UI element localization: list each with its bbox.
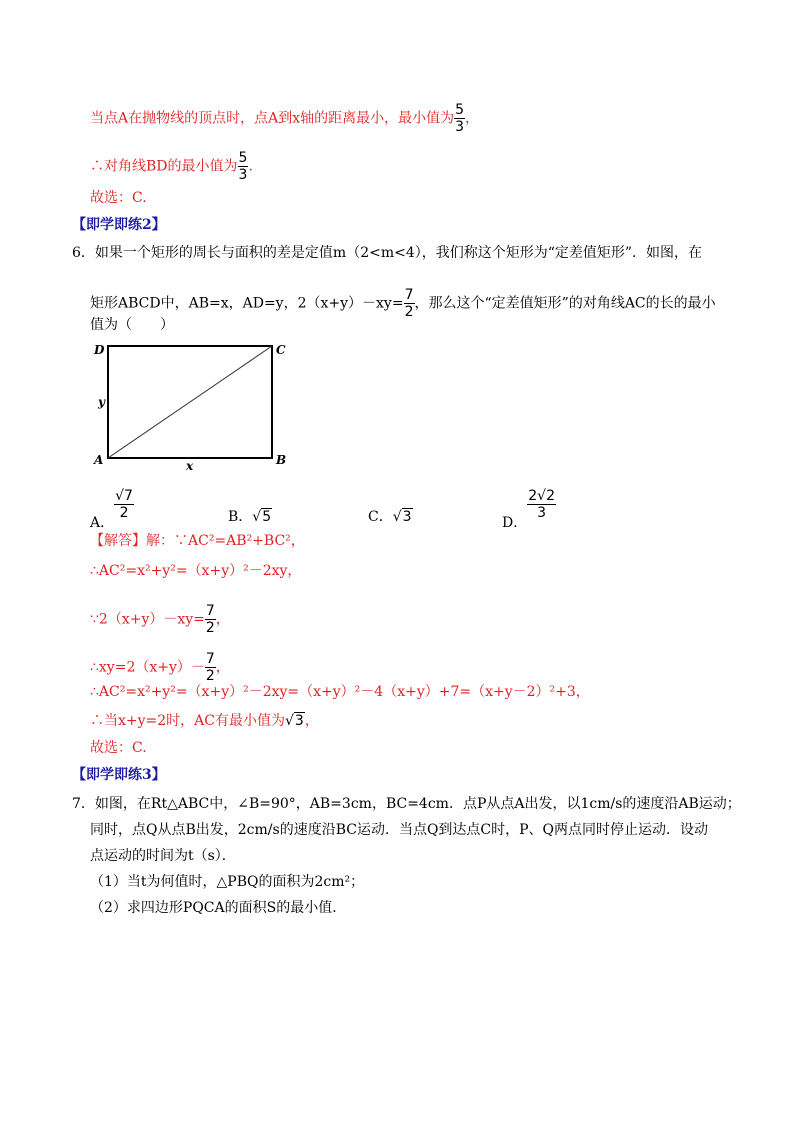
option-c[interactable]: C．√3 <box>368 509 412 525</box>
vertex-b-label: B <box>276 453 287 467</box>
sqrt: √3 <box>285 713 304 729</box>
solution-line-bd: ∴对角线BD的最小值为 $\frac{5}{3}$ . <box>90 150 253 183</box>
solution-line: ∴当x+y=2时，AC有最小值为√3， <box>90 713 319 729</box>
practice-heading: 【即学即练3】 <box>72 767 166 783</box>
option-a[interactable]: A． $\frac{√7}{2}$ <box>90 488 133 531</box>
fraction: $\frac{7}{2}$ <box>205 651 215 684</box>
solution-line: ∴AC²=x²+y²=（x+y）²－2xy， <box>90 563 302 579</box>
vertex-d-label: D <box>94 343 105 357</box>
sub-question: （2）求四边形PQCA的面积S的最小值． <box>90 900 347 916</box>
solution-line: ∴AC²=x²+y²=（x+y）²－2xy=（x+y）²－4（x+y）+7=（x+y－2）²+3， <box>90 684 590 700</box>
rectangle-figure <box>90 336 300 472</box>
answer-line: 故选：C. <box>90 740 147 756</box>
question-line: 矩形ABCD中，AB=x，AD=y，2（x+y）－xy= $\frac{7}{2}$ ，那么这个“定差值矩形”的对角线AC的长的最小 <box>90 287 716 320</box>
question-text: 如图，在Rt△ABC中，∠B=90°，AB=3cm，BC=4cm．点P从点A出发，以1cm/s的速度沿AB运动； <box>94 796 741 812</box>
vertex-c-label: C <box>276 343 286 357</box>
vertex-a-label: A <box>94 453 104 467</box>
question-line <box>72 794 741 814</box>
question-number: 7． <box>72 796 95 812</box>
fraction: $\frac{5}{3}$ <box>238 150 248 183</box>
solution-line-vertex: 当点A在抛物线的顶点时，点A到x轴的距离最小，最小值为 $\frac{5}{3}$ ， <box>90 102 480 135</box>
option-d[interactable]: D． $\frac{2√2}{3}$ <box>502 488 555 531</box>
question-number: 6． <box>72 245 95 261</box>
option-b[interactable]: B．√5 <box>228 509 272 525</box>
sub-question: （1）当t为何值时，△PBQ的面积为2cm²； <box>90 874 365 890</box>
question-line: 值为（ ） <box>90 317 174 333</box>
practice-heading: 【即学即练2】 <box>72 217 166 233</box>
question-line: 同时，点Q从点B出发，2cm/s的速度沿BC运动．当点Q到达点C时，P、Q两点同时停止运动．设动 <box>90 822 709 838</box>
question-text: 如果一个矩形的周长与面积的差是定值m（2<m<4），我们称这个矩形为“定差值矩形”．如图，在 <box>94 245 703 261</box>
fraction: $\frac{5}{3}$ <box>455 102 465 135</box>
fraction: $\frac{2√2}{3}$ <box>528 488 555 521</box>
solution-line: ∴xy=2（x+y）－ $\frac{7}{2}$ ， <box>90 651 230 684</box>
side-x-label: x <box>186 459 194 472</box>
solution-text: 当点A在抛物线的顶点时，点A到x轴的距离最小，最小值为 <box>90 110 455 127</box>
fraction: $\frac{7}{2}$ <box>404 287 414 320</box>
sqrt: √3 <box>392 509 412 525</box>
side-y-label: y <box>98 395 105 409</box>
solution-line: ∵2（x+y）－xy= $\frac{7}{2}$ ， <box>90 603 230 636</box>
question-line <box>72 243 702 263</box>
solution-line: 【解答】解：∵AC²=AB²+BC²， <box>90 533 305 549</box>
answer-line: 故选：C. <box>90 190 147 206</box>
fraction: $\frac{√7}{2}$ <box>115 488 133 521</box>
fraction: $\frac{7}{2}$ <box>205 603 215 636</box>
solution-text: ∴对角线BD的最小值为 <box>90 158 238 175</box>
sqrt: √5 <box>252 509 272 525</box>
diagonal-ac <box>108 346 272 458</box>
question-line: 点运动的时间为t（s）． <box>90 848 236 864</box>
